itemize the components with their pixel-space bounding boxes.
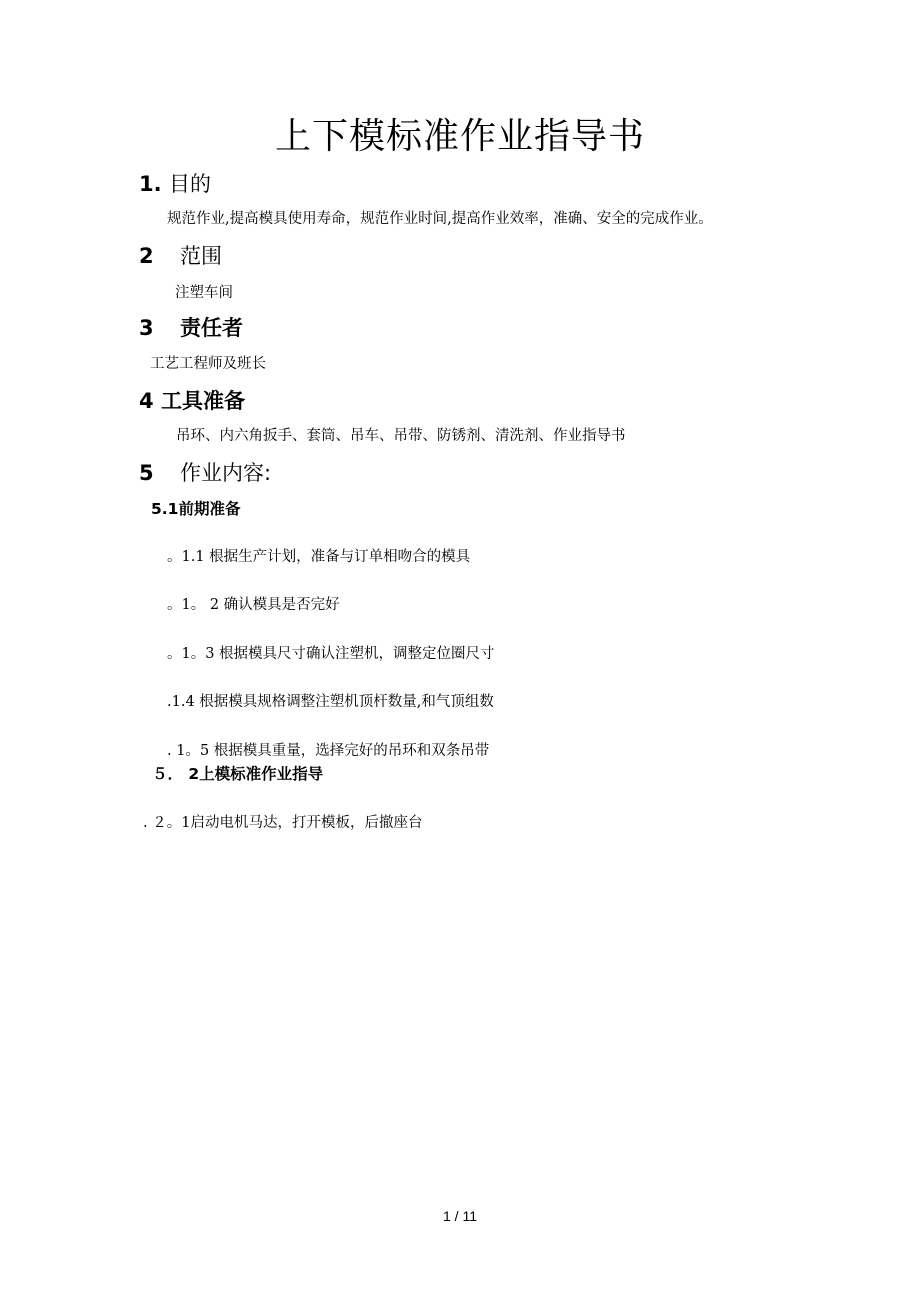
section-title: 目的 — [169, 172, 211, 196]
document-title: 上下模标准作业指导书 — [274, 116, 645, 157]
section-body-responsible: 工艺工程师及班长 — [150, 356, 266, 372]
section-body-scope: 注塑车间 — [175, 285, 233, 301]
section-title: 工具准备 — [161, 389, 245, 413]
section-title: 范围 — [180, 244, 222, 268]
list-item: 。1。3 根据模具尺寸确认注塑机，调整定位圈尺寸 — [167, 646, 495, 662]
list-item: . ２。1启动电机马达，打开模板，后撤座台 — [143, 815, 423, 831]
subsection-heading-mounting: ５． 2上模标准作业指导 — [152, 765, 324, 783]
section-title: 责任者 — [180, 316, 243, 340]
subsection-heading-preparation: 5.1前期准备 — [151, 500, 241, 518]
list-item: 。1.1 根据生产计划，准备与订单相吻合的模具 — [167, 549, 471, 565]
section-number: 4 — [139, 389, 154, 413]
section-number: 2 — [139, 244, 154, 268]
section-number: 3 — [139, 316, 154, 340]
section-body-tools: 吊环、内六角扳手、套筒、吊车、吊带、防锈剂、清洗剂、作业指导书 — [176, 428, 626, 444]
section-heading-scope — [139, 241, 222, 271]
section-heading-responsible — [139, 313, 243, 343]
section-heading-work-content — [139, 458, 271, 488]
list-item: 。1。 2 确认模具是否完好 — [167, 597, 340, 613]
list-item: . 1。5 根据模具重量，选择完好的吊环和双条吊带 — [167, 743, 490, 759]
section-heading-purpose — [139, 169, 211, 199]
page-number: 1 / 11 — [443, 1208, 477, 1224]
list-item: .1.4 根据模具规格调整注塑机顶杆数量,和气顶组数 — [167, 694, 494, 710]
section-body-purpose: 规范作业,提高模具使用寿命，规范作业时间,提高作业效率，准确、安全的完成作业。 — [167, 211, 713, 227]
section-number: 5 — [139, 461, 154, 485]
section-number: 1. — [139, 172, 162, 196]
section-title: 作业内容: — [180, 461, 272, 485]
section-heading-tools — [139, 386, 245, 416]
